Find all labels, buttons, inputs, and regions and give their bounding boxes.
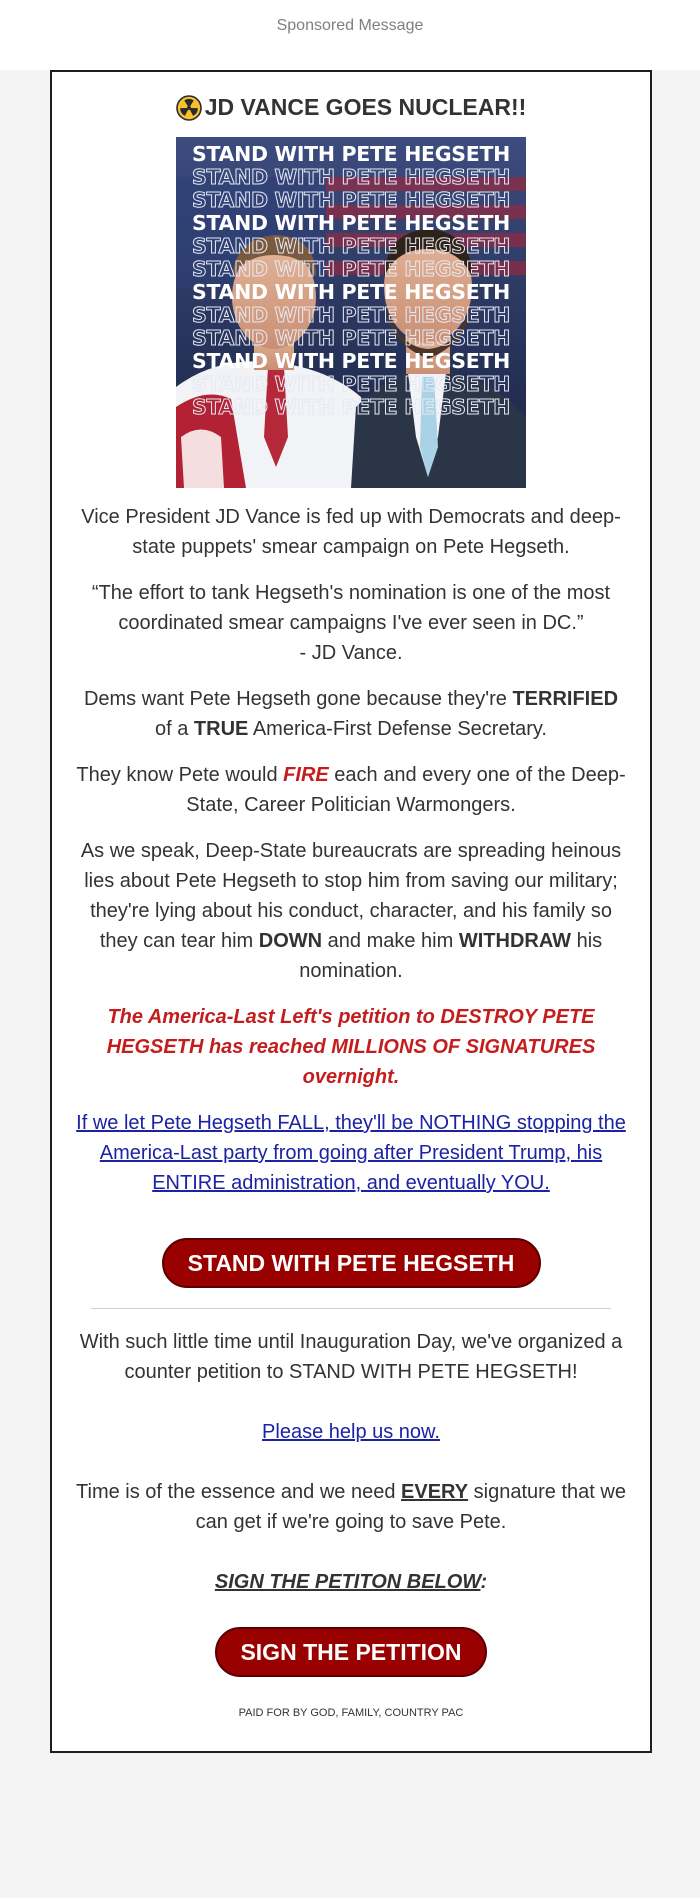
emphasis-true: TRUE [193,718,249,740]
sign-petition-button[interactable]: SIGN THE PETITION [215,1627,487,1677]
sponsored-bar [0,0,700,70]
emphasis-terrified: TERRIFIED [512,688,619,710]
sign-heading-colon: : [480,1571,488,1593]
text-segment: signature that we can get if we're going to save Pete. [195,1481,626,1533]
headline [52,94,650,121]
text-segment: Time is of the essence and we need [76,1481,402,1503]
quote-attribution: - JD Vance. [299,642,403,664]
hero-line: STAND WITH PETE HEGSETH [192,234,510,258]
text-segment: As we speak, Deep-State bureaucrats are spreading heinous lies about Pete Hegseth to stop him from saving our military; they're lying about his conduct, character, and his family so they can tear him [80,840,622,952]
trump-warning-link[interactable]: If we let Pete Hegseth FALL, they'll be NOTHING stopping the America-Last party from going after President Trump, his ENTIRE administration, and eventually YOU. [76,1112,626,1194]
quote-text: “The effort to tank Hegseth's nomination is one of the most coordinated smear campaigns I've ever seen in DC.” [91,582,611,634]
every-signature-paragraph [76,1477,626,1537]
hero-line: STAND WITH PETE HEGSETH [192,303,510,327]
hero-line: STAND WITH PETE HEGSETH [192,372,510,396]
petition-alert: The America-Last Left's petition to DESTROY PETE HEGSETH has reached MILLIONS OF SIGNATURES overnight. [106,1006,596,1088]
sponsored-label: Sponsored Message [276,17,424,34]
hero-text-overlay [176,143,526,419]
email-card [50,70,652,1753]
emphasis-withdraw: WITHDRAW [458,930,572,952]
hero-line: STAND WITH PETE HEGSETH [192,257,510,281]
sign-heading [76,1567,626,1597]
help-us-link[interactable]: Please help us now. [262,1421,440,1443]
text-segment: Dems want Pete Hegseth gone because they're [83,688,513,710]
deep-state-paragraph [76,836,626,986]
intro-paragraph: Vice President JD Vance is fed up with Democrats and deep-state puppets' smear campaign on Pete Hegseth. [81,506,621,558]
text-segment: and make him [322,930,459,952]
trump-link-paragraph [76,1108,626,1198]
hero-line: STAND WITH PETE HEGSETH [192,280,510,304]
text-segment: his nomination. [299,930,603,982]
hero-line: STAND WITH PETE HEGSETH [192,395,510,419]
headline-text: JD VANCE GOES NUCLEAR!! [204,94,527,120]
sign-heading-text: SIGN THE PETITON BELOW [214,1571,481,1593]
quote-paragraph [76,578,626,668]
stand-with-hegseth-button[interactable]: STAND WITH PETE HEGSETH [162,1238,541,1288]
emphasis-down: DOWN [258,930,323,952]
help-link-paragraph [76,1417,626,1447]
email-body [52,502,650,1719]
radiation-icon [176,95,202,121]
text-segment: of a [155,718,194,740]
divider [91,1308,611,1309]
text-segment: They know Pete would [76,764,284,786]
terrified-paragraph [76,684,626,744]
hero-line: STAND WITH PETE HEGSETH [192,165,510,189]
hero-line: STAND WITH PETE HEGSETH [192,326,510,350]
emphasis-fire: FIRE [283,764,329,786]
fire-paragraph [76,760,626,820]
hero-image [176,137,526,488]
text-segment: America-First Defense Secretary. [248,718,547,740]
counter-petition-paragraph: With such little time until Inauguration Day, we've organized a counter petition to STAND WITH PETE HEGSETH! [79,1331,623,1383]
hero-line: STAND WITH PETE HEGSETH [192,211,510,235]
hero-line: STAND WITH PETE HEGSETH [192,188,510,212]
hero-line: STAND WITH PETE HEGSETH [192,142,510,166]
hero-line: STAND WITH PETE HEGSETH [192,349,510,373]
paid-for-disclaimer: PAID FOR BY GOD, FAMILY, COUNTRY PAC [238,1707,464,1719]
text-segment: each and every one of the Deep-State, Career Politician Warmongers. [186,764,626,816]
emphasis-every: EVERY [401,1481,469,1503]
